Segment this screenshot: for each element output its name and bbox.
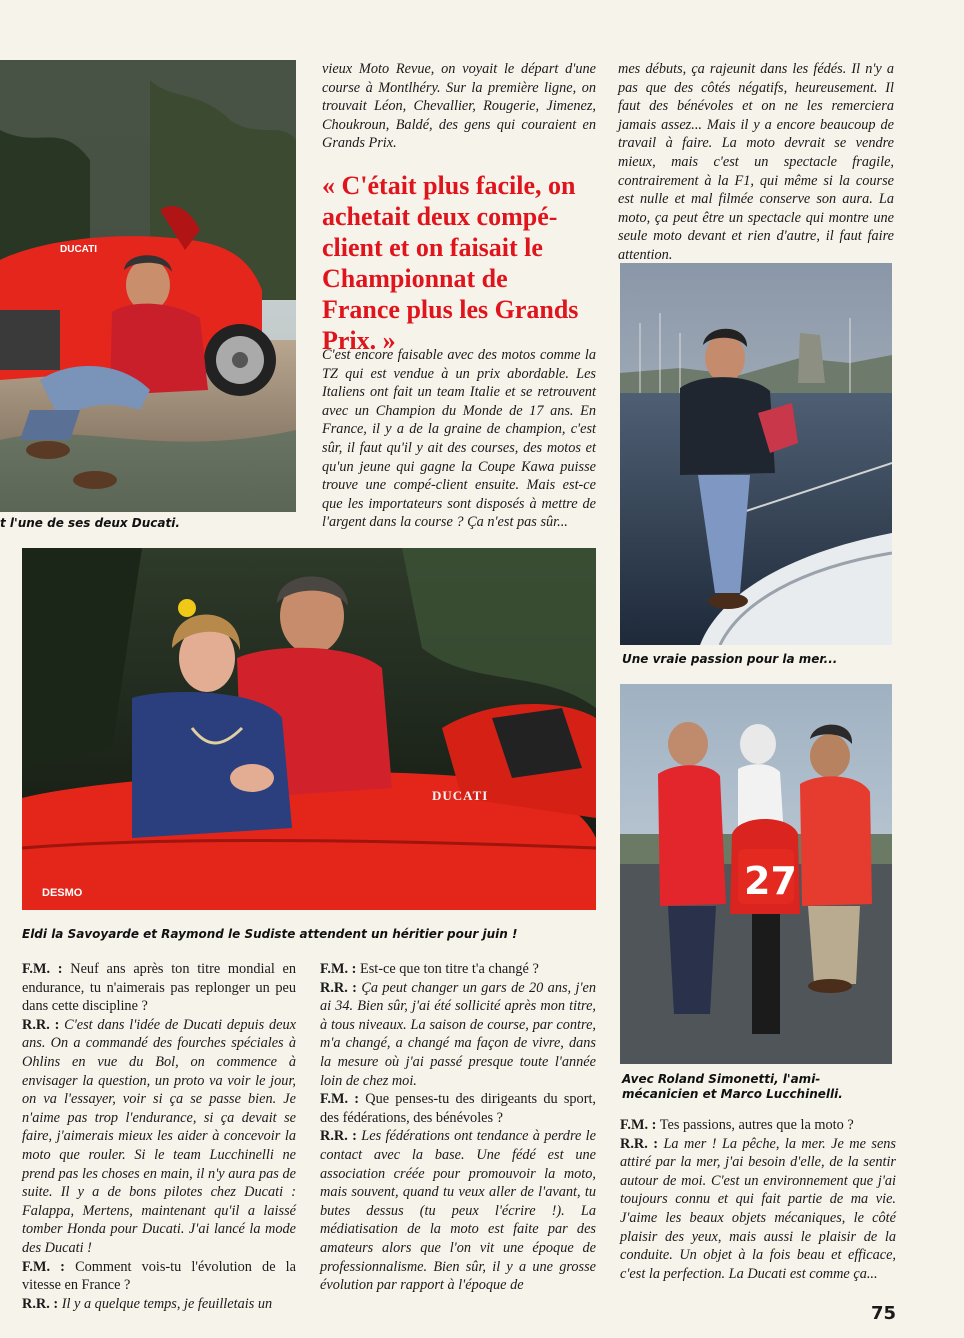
ducati-logo-text: DUCATI — [60, 244, 98, 255]
qa-left-0: F.M. : Neuf ans après ton titre mondial en endurance, tu n'aimerais pas replonger un peu dans cette discipline ? — [22, 961, 296, 1015]
interview-middle — [320, 960, 596, 1295]
photo-boat — [620, 263, 892, 645]
qa-left-2: F.M. : Comment vois-tu l'évolution de la vitesse en France ? — [22, 1258, 296, 1294]
caption-ducati: t l'une de ses deux Ducati. — [0, 516, 180, 530]
qa-left-3: R.R. : Il y a quelque temps, je feuilletais un — [22, 1295, 273, 1312]
pull-quote: « C'était plus facile, on achetait deux compé-client et on faisait le Championnat de France plus les Grands Prix. » — [322, 171, 579, 355]
caption-track-line2: mécanicien et Marco Lucchinelli. — [622, 1087, 843, 1101]
desmo-text: DESMO — [42, 887, 83, 899]
column-right-top — [618, 60, 894, 265]
qa-right-1: R.R. : La mer ! La pêche, la mer. Je me sens attiré par la mer, j'ai besoin d'elle, de la sentir autour de moi. C'est un environnement que j'ai toujours connu et qui fait partie de ma vie. J'aime les beaux objets mécaniques, le côté plaisir des yeux, mais aussi le plaisir de la conduite. Un objet à la fois beau et efficace, c'est la perfection. La Ducati est comme ça... — [620, 1135, 896, 1282]
interview-left — [22, 960, 296, 1313]
caption-track-line1: Avec Roland Simonetti, l'ami- — [622, 1072, 821, 1086]
paragraph-federations: mes débuts, ça rajeunit dans les fédés. Il n'y a pas que des côtés négatifs, heureusement. Il faut des bénévoles et on ne les remerciera jamais assez... Mais il y a encore beaucoup de travail à faire. La moto devrait se vendre mieux, mais c'est un spectacle fragile, contrairement à la F1, qui même si la course est nulle et mal filmée conserve son aura. La moto, ça peut être un spectacle qui montre une seule moto devant et rien d'autre, il faut faire attention. — [618, 61, 894, 263]
qa-mid-2: F.M. : Que penses-tu des dirigeants du sport, des fédérations, des bénévoles ? — [320, 1091, 596, 1126]
qa-right-0: F.M. : Tes passions, autres que la moto ? — [620, 1117, 854, 1133]
caption-track — [622, 1072, 843, 1102]
photo-track — [620, 684, 892, 1064]
ducati-tank-text: DUCATI — [432, 788, 489, 803]
race-number-text: 27 — [744, 859, 797, 903]
page-number: 75 — [870, 1303, 896, 1324]
caption-sea: Une vraie passion pour la mer... — [622, 652, 838, 666]
column-middle-body — [322, 346, 596, 532]
photo-rider-ducati — [0, 60, 296, 512]
paragraph-montlhery: vieux Moto Revue, on voyait le départ d'une course à Montlhéry. Sur la première ligne, on trouvait Léon, Chevallier, Rougerie, Jimenez, Choukroun, Baldé, des gens qui couraient en Grands Prix. — [322, 61, 596, 152]
caption-couple: Eldi la Savoyarde et Raymond le Sudiste attendent un héritier pour juin ! — [22, 927, 518, 941]
qa-mid-3: R.R. : Les fédérations ont tendance à perdre le contact avec la base. Une fédé est une association créée pour promouvoir la moto, mais souvent, quand tu veux aller de l'avant, tu butes dessus (tu peux l'écrire !). La médiatisation de la moto est faite par des amateurs alors que l'on vit une époque de professionnalisme. Bien sûr, il y a une grosse évolution par rapport à l'époque de — [320, 1128, 596, 1294]
qa-left-1: R.R. : C'est dans l'idée de Ducati depuis deux ans. On a commandé des fourches spéciales à Ohlins en vue du Bol, on commence à envisager la question, un proto va voir le jour, on va l'essayer, voir si ça se passe bien. Je n'aime pas trop l'endurance, si ça devait se faire, j'aimerais mieux les aider à concevoir la moto que rouler. Si le team Lucchinelli ne prend pas les choses en main, il n'y aura pas de suite. Il y a de bons pilotes chez Ducati : Falappa, Mertens, maintenant qu'il a laissé tomber Honda pour Ducati. J'ai lancé la mode des Ducati ! — [22, 1016, 296, 1256]
qa-mid-0: F.M. : Est-ce que ton titre t'a changé ? — [320, 961, 539, 977]
interview-right — [620, 1116, 896, 1283]
photo-couple — [22, 548, 596, 910]
qa-mid-1: R.R. : Ça peut changer un gars de 20 ans, j'en ai 34. Bien sûr, j'ai été sollicité après mon titre, à tous niveaux. La saison de course, par contre, m'a changé, a changé ma façon de vivre, dans la mesure où j'ai passé presque toute l'année loin de chez moi. — [320, 979, 597, 1089]
paragraph-tz: C'est encore faisable avec des motos comme la TZ qui est vendue à un prix abordable. Les Italiens ont fait un team Italie et se retrouvent avec un Champion du Monde de 17 ans. En France, il y a de la graine de champion, c'est sûr, il faut qu'il y ait des courses, des motos et qu'un jeune qui gagne la Coupe Kawa puisse trouve une compé-client ensuite. Mais est-ce que les importateurs sont disposés à mettre de l'argent dans la course ? Ça n'est pas sûr... — [322, 347, 596, 531]
column-middle-top — [322, 60, 596, 153]
